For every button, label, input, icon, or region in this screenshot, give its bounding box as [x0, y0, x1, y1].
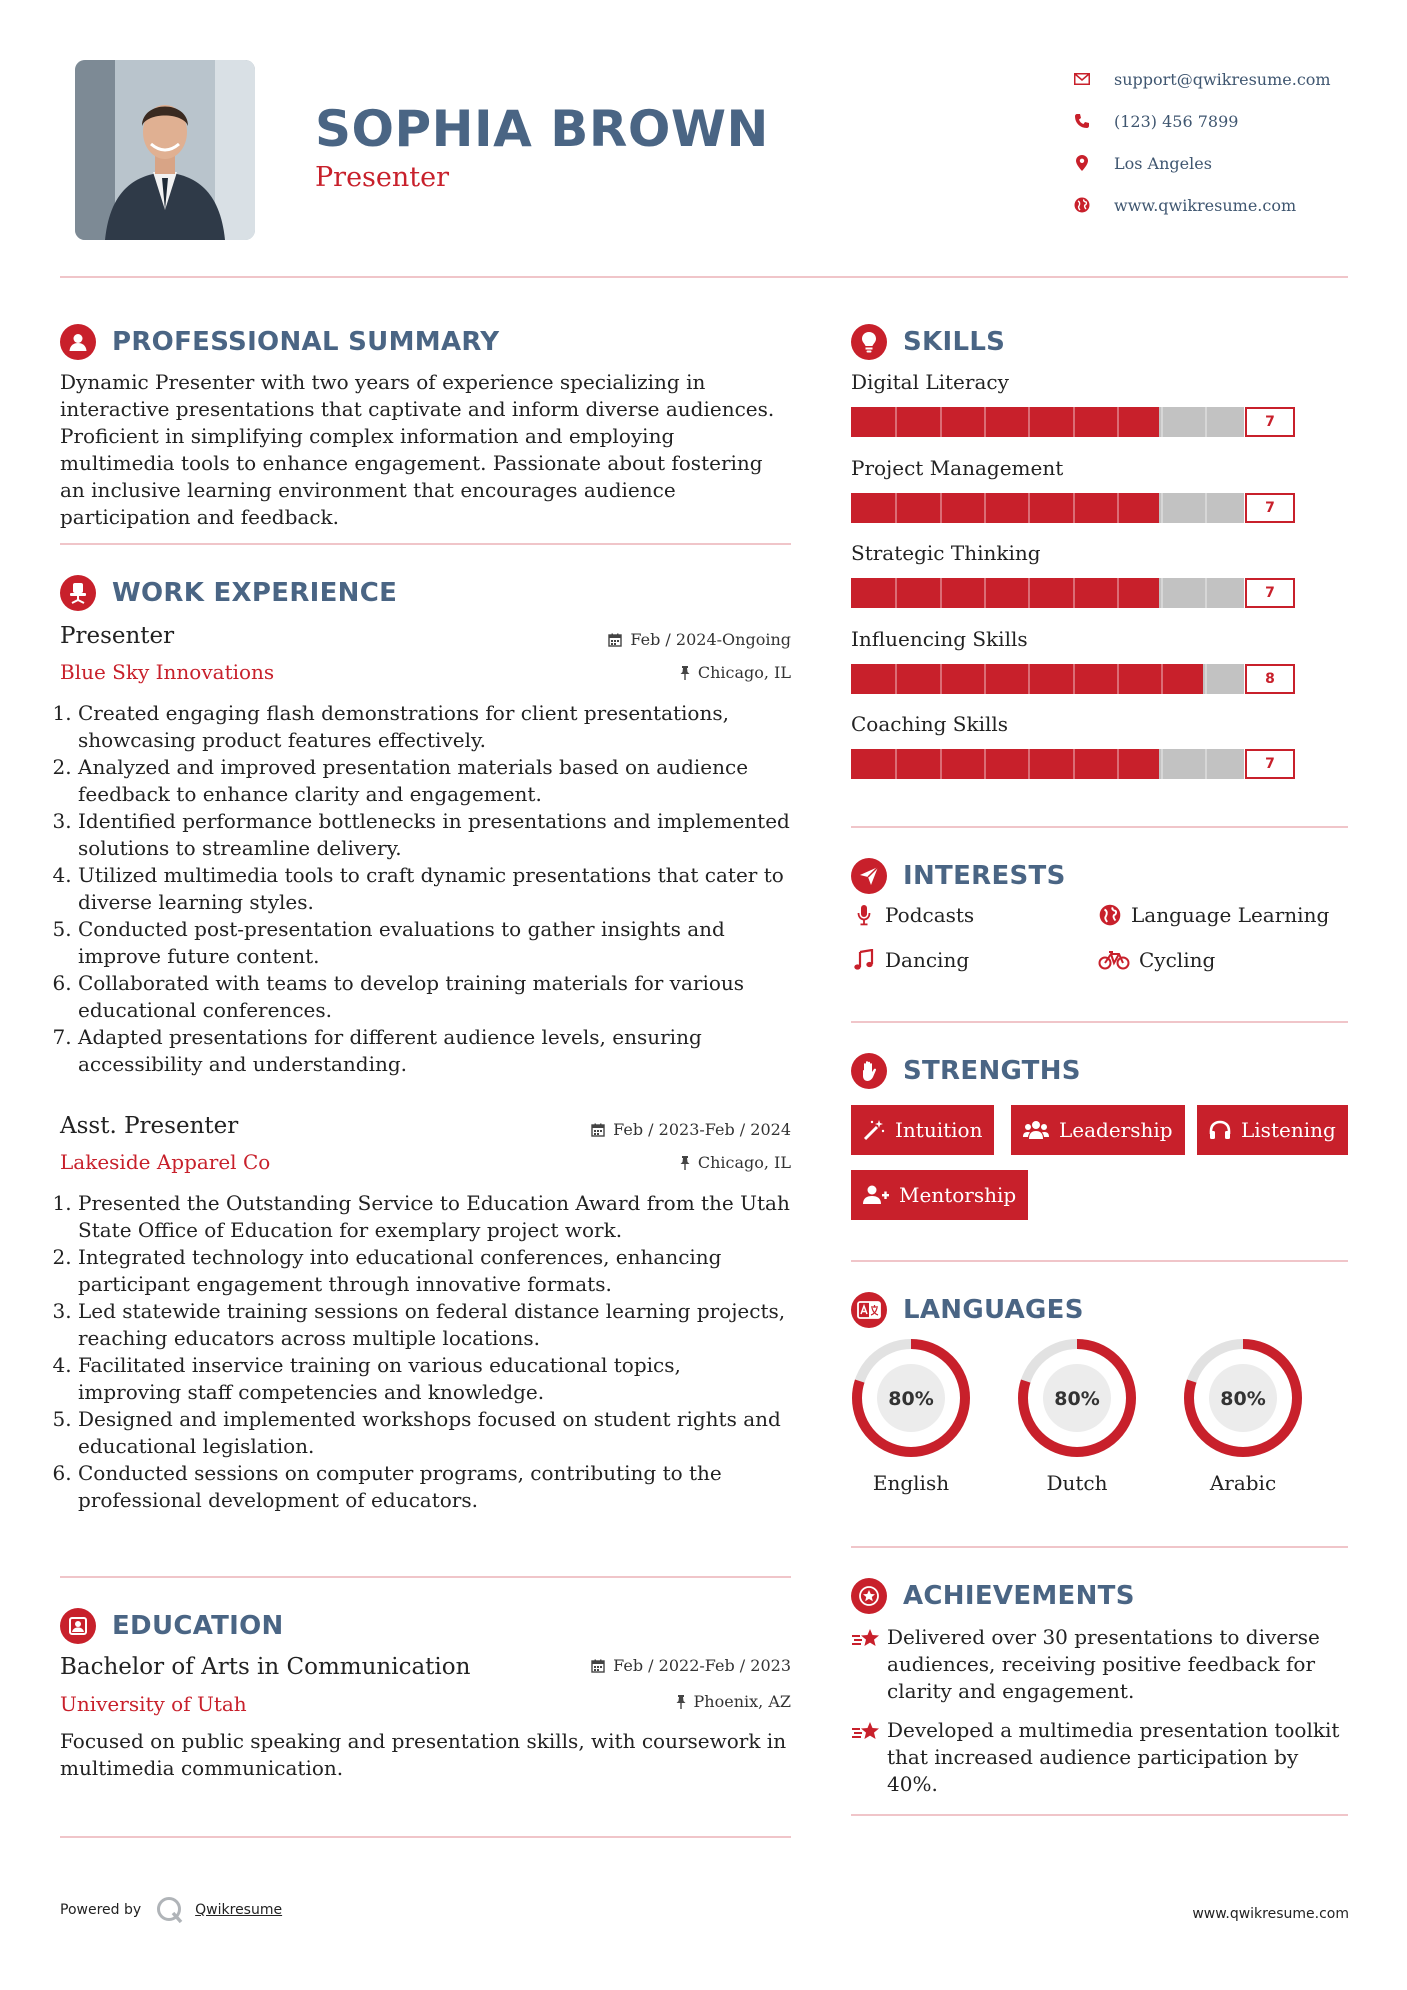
achievement-1	[851, 1624, 1348, 1705]
skill-label: Influencing Skills	[851, 626, 1028, 651]
skill-bar-segment	[984, 749, 986, 779]
footer-website[interactable]: www.qwikresume.com	[1192, 1906, 1349, 1922]
contact-list	[1072, 58, 1331, 226]
strengths-divider	[851, 1260, 1348, 1262]
job-2-dates-text: Feb / 2023-Feb / 2024	[613, 1120, 791, 1139]
interest-dancing	[851, 948, 969, 972]
interest-label: Cycling	[1139, 948, 1216, 972]
education-heading	[60, 1608, 284, 1644]
languages-heading	[851, 1292, 1084, 1328]
skill-bar	[851, 664, 1244, 694]
skill-bar	[851, 578, 1244, 608]
education-divider	[60, 1836, 791, 1838]
skill-bar-segment	[1117, 407, 1119, 437]
education-location-text: Phoenix, AZ	[693, 1692, 791, 1711]
job-1-company: Blue Sky Innovations	[60, 660, 275, 684]
interest-podcasts	[851, 903, 974, 927]
headphones-icon	[1209, 1120, 1231, 1140]
candidate-role: Presenter	[315, 162, 450, 193]
skill-bar-segment	[1073, 407, 1075, 437]
list-item: 6. Conducted sessions on computer programs, contributing to the professional development of educators.	[78, 1460, 790, 1514]
list-item: 5. Conducted post-presentation evaluations to gather insights and improve future content.	[78, 916, 790, 970]
contact-location-text: Los Angeles	[1114, 153, 1212, 173]
achievements-heading	[851, 1578, 1135, 1614]
header-divider	[60, 276, 1348, 278]
qwikresume-link[interactable]: Qwikresume	[195, 1902, 283, 1918]
strength-mentorship	[851, 1170, 1028, 1220]
contact-website[interactable]	[1072, 184, 1331, 226]
user-icon	[60, 324, 96, 360]
list-item: 6. Collaborated with teams to develop training materials for various educational conferences.	[78, 970, 790, 1024]
skill-bar	[851, 407, 1244, 437]
skill-bar-segment	[1205, 749, 1207, 779]
user-plus-icon	[863, 1185, 889, 1205]
list-item: 7. Adapted presentations for different audience levels, ensuring accessibility and understanding.	[78, 1024, 790, 1078]
skill-bar-segment	[895, 493, 897, 523]
job-1-location	[540, 663, 791, 682]
magic-wand-icon	[863, 1119, 885, 1141]
summary-title: PROFESSIONAL SUMMARY	[112, 327, 500, 357]
pushpin-icon	[676, 1695, 686, 1709]
skill-bar-fill	[851, 664, 1203, 694]
footer-powered-by	[60, 1895, 282, 1925]
skill-level-badge: 7	[1245, 578, 1295, 608]
achievement-text: Delivered over 30 presentations to diverse audiences, receiving positive feedback for clarity and engagement.	[887, 1625, 1320, 1703]
skill-bar-segment	[984, 578, 986, 608]
interest-label: Language Learning	[1131, 903, 1330, 927]
candidate-name: SOPHIA BROWN	[315, 100, 769, 158]
education-degree: Bachelor of Arts in Communication	[60, 1654, 471, 1680]
language-name: Dutch	[1046, 1471, 1108, 1495]
job-2-duties	[60, 1190, 790, 1514]
language-percent: 80%	[888, 1388, 934, 1410]
language-percent: 80%	[1220, 1388, 1266, 1410]
pushpin-icon	[680, 1156, 690, 1170]
job-2-location-text: Chicago, IL	[697, 1153, 791, 1172]
interest-cycling	[1097, 948, 1215, 972]
job-1-location-text: Chicago, IL	[697, 663, 791, 682]
skill-level-badge: 7	[1245, 493, 1295, 523]
users-icon	[1023, 1120, 1049, 1140]
language-progress-ring	[1016, 1337, 1138, 1459]
skill-bar-segment	[895, 578, 897, 608]
skill-bar-segment	[1161, 664, 1163, 694]
skill-bar-segment	[1205, 578, 1207, 608]
skill-bar-segment	[1161, 407, 1163, 437]
globe-icon	[1072, 195, 1092, 215]
interests-title: INTERESTS	[903, 861, 1066, 891]
interest-label: Podcasts	[885, 903, 975, 927]
experience-title: WORK EXPERIENCE	[112, 578, 398, 608]
skill-level-badge: 8	[1245, 664, 1295, 694]
lightbulb-icon	[851, 324, 887, 360]
language-dutch	[1016, 1337, 1138, 1495]
phone-icon	[1072, 111, 1092, 131]
list-item: 1. Presented the Outstanding Service to Education Award from the Utah State Office of Education for exemplary project work.	[78, 1190, 790, 1244]
language-icon	[851, 1292, 887, 1328]
contact-phone[interactable]	[1072, 100, 1331, 142]
skill-bar	[851, 749, 1244, 779]
skill-bar-segment	[1117, 578, 1119, 608]
skill-bar-segment	[1028, 407, 1030, 437]
list-item: 2. Integrated technology into educational conferences, enhancing participant engagement through innovative formats.	[78, 1244, 790, 1298]
job-1-title: Presenter	[60, 623, 175, 649]
calendar-icon	[591, 1123, 605, 1137]
strength-label: Leadership	[1059, 1118, 1173, 1142]
skill-bar-segment	[1161, 749, 1163, 779]
office-chair-icon	[60, 575, 96, 611]
powered-by-text: Powered by	[60, 1902, 142, 1918]
music-note-icon	[851, 949, 877, 971]
strength-leadership	[1011, 1105, 1185, 1155]
skill-bar-segment	[1205, 493, 1207, 523]
interests-divider	[851, 1021, 1348, 1023]
star-badge-icon	[851, 1578, 887, 1614]
skill-bar-segment	[1073, 578, 1075, 608]
qwikresume-logo-icon	[155, 1895, 185, 1925]
job-1-duties	[60, 700, 790, 1078]
list-item: 2. Analyzed and improved presentation materials based on audience feedback to enhance clarity and engagement.	[78, 754, 790, 808]
summary-heading	[60, 324, 499, 360]
education-location	[540, 1692, 791, 1711]
skill-bar-segment	[940, 664, 942, 694]
skill-bar-segment	[1028, 578, 1030, 608]
language-name: Arabic	[1209, 1471, 1277, 1495]
skill-bar-segment	[984, 407, 986, 437]
skill-level-badge: 7	[1245, 407, 1295, 437]
strength-intuition	[851, 1105, 994, 1155]
language-progress-ring	[850, 1337, 972, 1459]
skill-level-badge: 7	[1245, 749, 1295, 779]
interest-language-learning	[1097, 903, 1329, 927]
skill-bar-segment	[1028, 749, 1030, 779]
achievement-2	[851, 1717, 1348, 1798]
education-school: University of Utah	[60, 1692, 247, 1716]
contact-phone-text: (123) 456 7899	[1114, 111, 1239, 131]
strength-label: Listening	[1241, 1118, 1336, 1142]
summary-divider	[60, 543, 791, 545]
education-dates-text: Feb / 2022-Feb / 2023	[613, 1656, 791, 1675]
strengths-title: STRENGTHS	[903, 1056, 1081, 1086]
languages-divider	[851, 1546, 1348, 1548]
summary-text: Dynamic Presenter with two years of experience specializing in interactive presentations that captivate and inform diverse audiences. Proficient in simplifying complex information and employing multimedia tools to enhance engagement. Passionate about fostering an inclusive learning environment that encourages audience participation and feedback.	[60, 370, 775, 529]
interests-heading	[851, 858, 1066, 894]
person-photo-icon	[75, 60, 255, 240]
experience-heading	[60, 575, 397, 611]
contact-email[interactable]	[1072, 58, 1331, 100]
skills-divider	[851, 826, 1348, 828]
job-1-dates-text: Feb / 2024-Ongoing	[630, 630, 791, 649]
skill-label: Strategic Thinking	[851, 541, 1041, 565]
list-item: 3. Led statewide training sessions on federal distance learning projects, reaching educators across multiple locations.	[78, 1298, 790, 1352]
list-item: 5. Designed and implemented workshops focused on student rights and educational legislation.	[78, 1406, 790, 1460]
language-percent: 80%	[1054, 1388, 1100, 1410]
calendar-icon	[608, 633, 622, 647]
shooting-star-icon	[851, 1719, 887, 1798]
skill-label: Coaching Skills	[851, 712, 1009, 736]
skill-label: Digital Literacy	[851, 370, 1009, 394]
language-arabic	[1182, 1337, 1304, 1495]
achievements-divider	[851, 1814, 1348, 1816]
skill-label: Project Management	[851, 455, 1064, 480]
job-2-dates	[540, 1120, 791, 1139]
skills-heading	[851, 324, 1005, 360]
skills-title: SKILLS	[903, 327, 1006, 357]
education-title: EDUCATION	[112, 1611, 284, 1641]
skill-bar-segment	[1117, 664, 1119, 694]
contact-location	[1072, 142, 1331, 184]
skill-bar-segment	[895, 664, 897, 694]
shooting-star-icon	[851, 1626, 887, 1705]
globe-icon	[1097, 904, 1123, 926]
skill-bar-segment	[895, 749, 897, 779]
strengths-heading	[851, 1053, 1081, 1089]
contact-website-text: www.qwikresume.com	[1114, 195, 1297, 215]
skill-bar-segment	[984, 664, 986, 694]
experience-divider	[60, 1576, 791, 1578]
skill-bar-segment	[1028, 493, 1030, 523]
language-name: English	[872, 1471, 950, 1495]
skill-bar-segment	[1073, 664, 1075, 694]
skill-bar-segment	[940, 578, 942, 608]
list-item: 4. Facilitated inservice training on various educational topics, improving staff competencies and knowledge.	[78, 1352, 790, 1406]
skill-bar-segment	[1161, 578, 1163, 608]
list-item: 3. Identified performance bottlenecks in presentations and implemented solutions to streamline delivery.	[78, 808, 790, 862]
paper-plane-icon	[851, 858, 887, 894]
skill-bar-segment	[940, 493, 942, 523]
language-english	[850, 1337, 972, 1495]
bicycle-icon	[1097, 950, 1131, 970]
skill-bar-segment	[1073, 493, 1075, 523]
interest-label: Dancing	[885, 948, 970, 972]
skill-bar-segment	[1073, 749, 1075, 779]
skill-bar-segment	[1028, 664, 1030, 694]
contact-email-text: support@qwikresume.com	[1114, 69, 1331, 89]
pushpin-icon	[680, 666, 690, 680]
strength-label: Intuition	[895, 1118, 983, 1142]
job-2-location	[540, 1153, 791, 1172]
raised-hand-icon	[851, 1053, 887, 1089]
skill-bar-segment	[1161, 493, 1163, 523]
achievement-text: Developed a multimedia presentation toolkit that increased audience participation by 40%.	[887, 1718, 1340, 1796]
skill-bar-segment	[940, 407, 942, 437]
skill-bar-segment	[1117, 749, 1119, 779]
languages-title: LANGUAGES	[903, 1295, 1084, 1325]
list-item: 4. Utilized multimedia tools to craft dynamic presentations that cater to diverse learning styles.	[78, 862, 790, 916]
achievements-title: ACHIEVEMENTS	[903, 1581, 1135, 1611]
skill-bar-segment	[1205, 407, 1207, 437]
strength-label: Mentorship	[899, 1183, 1017, 1207]
skill-bar	[851, 493, 1244, 523]
graduate-icon	[60, 1608, 96, 1644]
skill-bar-segment	[1205, 664, 1207, 694]
skill-bar-segment	[895, 407, 897, 437]
skill-bar-segment	[1117, 493, 1119, 523]
microphone-icon	[851, 904, 877, 926]
education-dates	[540, 1656, 791, 1675]
map-pin-icon	[1072, 153, 1092, 173]
list-item: 1. Created engaging flash demonstrations for client presentations, showcasing product features effectively.	[78, 700, 790, 754]
envelope-icon	[1072, 69, 1092, 89]
skill-bar-segment	[940, 749, 942, 779]
skill-bar-segment	[984, 493, 986, 523]
job-2-title: Asst. Presenter	[60, 1113, 239, 1139]
profile-photo	[75, 60, 255, 240]
calendar-icon	[591, 1659, 605, 1673]
language-progress-ring	[1182, 1337, 1304, 1459]
job-2-company: Lakeside Apparel Co	[60, 1150, 271, 1174]
strength-listening	[1197, 1105, 1348, 1155]
job-1-dates	[540, 630, 791, 649]
education-description: Focused on public speaking and presentation skills, with coursework in multimedia communication.	[60, 1729, 787, 1780]
